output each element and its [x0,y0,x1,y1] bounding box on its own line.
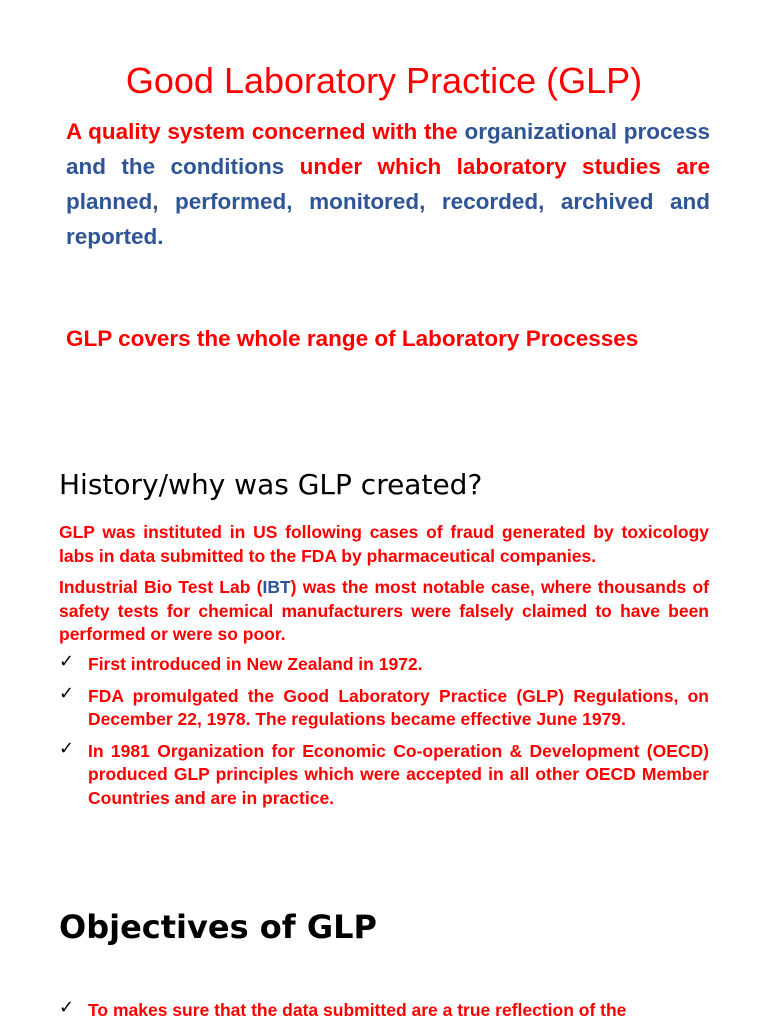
history-paragraph-2-after: ) was the most notable case, where thousands of safety tests for chemical manufacturers were falsely claimed to have been performed or were so poor. [59,577,709,644]
list-item [59,999,709,1023]
list-item [59,653,709,677]
check-icon: ✓ [59,682,75,704]
list-item-text: FDA promulgated the Good Laboratory Practice (GLP) Regulations, on December 22, 1978. The regulations became effective June 1979. [88,685,709,729]
definition-part-2: organizational process and the conditions [66,119,711,179]
list-item-text: To makes sure that the data submitted are a true reflection of the [88,1000,627,1020]
history-paragraph-2 [59,576,709,647]
objectives-checklist [59,999,709,1031]
page-title: Good Laboratory Practice (GLP) [125,60,643,101]
list-item [59,737,709,811]
check-icon: ✓ [59,997,75,1018]
history-heading: History/why was GLP created? [59,468,483,501]
glp-definition [66,114,710,254]
check-icon: ✓ [59,651,75,672]
history-paragraph-1: GLP was instituted in US following cases of fraud generated by toxicology labs in data submitted to the FDA by pharmaceutical companies. [59,522,709,566]
list-item-text: In 1981 Organization for Economic Co-operation & Development (OECD) produced GLP principles which were accepted in all other OECD Member Countries and are in practice. [88,740,709,808]
list-item [59,682,709,732]
definition-part-4: planned, performed, monitored, recorded, archived and reported. [66,189,710,249]
list-item-text: First introduced in New Zealand in 1972. [88,654,423,674]
glp-coverage-statement: GLP covers the whole range of Laboratory Processes [66,326,639,351]
definition-part-1: A quality system concerned with the [66,119,458,144]
check-icon: ✓ [59,737,75,759]
history-checklist [59,653,709,818]
objectives-heading: Objectives of GLP [59,908,377,946]
definition-part-3: under which laboratory studies are [299,154,710,179]
history-paragraph-2-before: Industrial Bio Test Lab ( [59,577,263,597]
ibt-abbreviation: IBT [262,577,291,597]
